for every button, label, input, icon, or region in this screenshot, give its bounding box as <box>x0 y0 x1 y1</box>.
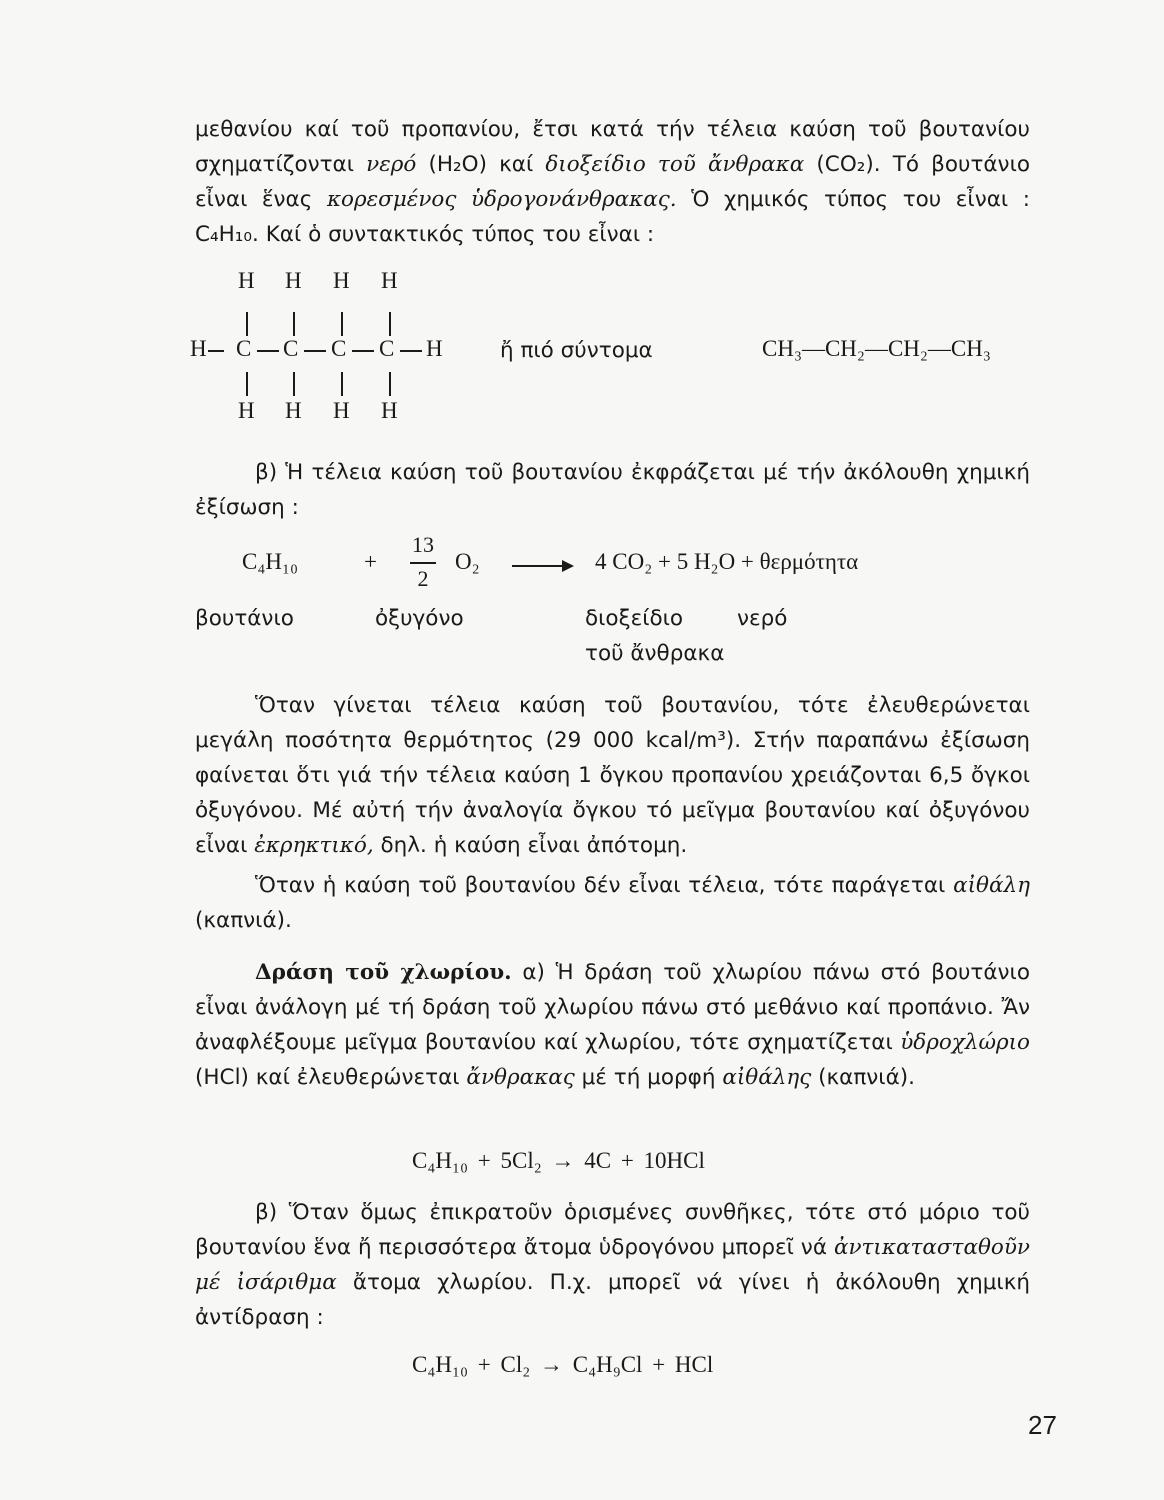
reaction-arrow <box>512 565 572 567</box>
page-number: 27 <box>1028 1410 1057 1440</box>
label-co2: διοξείδιο <box>585 606 684 631</box>
italic-term: ὑδροχλώριο <box>900 1030 1030 1055</box>
bond <box>389 372 391 396</box>
bond <box>246 312 248 336</box>
fraction-numerator: 13 <box>412 532 434 557</box>
bond <box>257 350 279 352</box>
atom-h: H <box>190 336 207 361</box>
text: μέ τή μορφή <box>581 1065 716 1090</box>
paragraph-substitution <box>195 1195 1030 1335</box>
text: (H₂O) καί <box>428 152 534 177</box>
atom-c: C <box>379 336 395 361</box>
text: δηλ. ἡ καύση εἶναι ἀπότομη. <box>380 833 688 858</box>
bond <box>389 312 391 336</box>
paragraph-heat <box>195 688 1030 863</box>
bond <box>341 372 343 396</box>
italic-term: διοξείδιο τοῦ ἄνθρακα <box>545 152 805 177</box>
atom-h: H <box>238 268 255 293</box>
bond <box>352 350 374 352</box>
chlorine-equation: C₄H₁₀ + 5Cl₂ → 4C + 10HCl <box>412 1148 705 1173</box>
paragraph-chlorine <box>195 955 1030 1095</box>
text: Ὅταν γίνεται τέλεια καύση τοῦ βουτανίου, τότε ἐλευθερώνεται μεγάλη ποσότητα θερμότητος (29 000 kcal/m³). Στήν παραπάνω ἐξίσωση φαίνεται ὅτι γιά τήν τέλεια καύση 1 ὄγκου προπανίου χρειάζονται 6,5 ὄγκοι ὀξυγόνου. Μέ αὐτή τήν ἀναλογία ὄγκου τό μεῖγμα βουτανίου καί ὀξυγόνου εἶναι <box>195 693 1030 858</box>
atom-c: C <box>331 336 347 361</box>
formula-oxygen: O₂ <box>455 549 480 574</box>
italic-term: νερό <box>366 152 417 177</box>
atom-h: H <box>381 398 398 423</box>
section-heading: Δράση τοῦ χλωρίου. <box>255 960 512 985</box>
italic-term: αἰθάλη <box>953 873 1030 898</box>
condensed-formula: CH₃—CH₂—CH₂—CH₃ <box>762 336 991 361</box>
text: β) Ἡ τέλεια καύση τοῦ βουτανίου ἐκφράζεται μέ τήν ἀκόλουθη χημική ἐξίσωση : <box>195 460 1030 520</box>
substitution-equation: C₄H₁₀ + Cl₂ → C₄H₉Cl + HCl <box>412 1352 714 1377</box>
atom-c: C <box>236 336 252 361</box>
italic-term: κορεσμένος ὑδρογονάνθρακας. <box>326 187 677 212</box>
bond <box>341 312 343 336</box>
bond <box>400 350 422 352</box>
fraction-bar <box>410 562 436 564</box>
atom-h: H <box>333 268 350 293</box>
bond <box>293 312 295 336</box>
italic-term: ἄνθρακας <box>466 1065 575 1090</box>
atom-h: H <box>381 268 398 293</box>
atom-h: H <box>333 398 350 423</box>
text: (HCl) καί ἐλευθερώνεται <box>195 1065 460 1090</box>
bond <box>246 372 248 396</box>
text: (CO₂). Τό βουτάνιο εἶναι ἕνας <box>195 152 1030 212</box>
bond <box>208 350 224 352</box>
italic-term: ἐκρηκτικό, <box>254 833 374 858</box>
text: β) Ὅταν ὅμως ἐπικρατοῦν ὁρισμένες συνθῆκες, τότε στό μόριο τοῦ βουτανίου ἕνα ἤ περισσότερα ἄτομα ὑδρογόνου μπορεῖ νά <box>195 1200 1030 1260</box>
label-oxygen: ὀξυγόνο <box>375 606 464 631</box>
label-water: νερό <box>737 606 788 631</box>
atom-h: H <box>238 398 255 423</box>
text: Ὁ χημικός τύπος του εἶναι : C₄H₁₀. Καί ὁ συντακτικός τύπος του εἶναι : <box>195 187 1030 247</box>
italic-term: ἀντικατασταθοῦν μέ ἰσάριθμα <box>195 1235 1030 1295</box>
products: 4 CO₂ + 5 H₂O + θερμότητα <box>595 549 859 574</box>
text: μεθανίου καί τοῦ προπανίου, ἔτσι κατά τήν τέλεια καύση τοῦ βουτανίου σχηματίζονται <box>195 117 1030 177</box>
text: (καπνιά). <box>195 908 292 933</box>
paragraph-intro <box>195 112 1030 252</box>
atom-h: H <box>285 268 302 293</box>
text: (καπνιά). <box>818 1065 915 1090</box>
paragraph-soot <box>195 868 1030 938</box>
atom-h: H <box>426 336 443 361</box>
fraction-denominator: 2 <box>417 566 429 591</box>
text: α) Ἡ δράση τοῦ χλωρίου πάνω στό βουτάνιο εἶναι ἀνάλογη μέ τή δράση τοῦ χλωρίου πάνω στό μεθάνιο καί προπάνιο. Ἄν ἀναφλέξουμε μεῖγμα βουτανίου καί χλωρίου, τότε σχηματίζεται <box>195 960 1030 1055</box>
atom-c: C <box>283 336 299 361</box>
bond <box>304 350 326 352</box>
italic-term: αἰθάλης <box>722 1065 812 1090</box>
or-text: ἤ πιό σύντομα <box>500 338 653 363</box>
atom-h: H <box>285 398 302 423</box>
label-co2-line2: τοῦ ἄνθρακα <box>585 641 725 666</box>
text: ἄτομα χλωρίου. Π.χ. μπορεῖ νά γίνει ἡ ἀκόλουθη χημική ἀντίδραση : <box>195 1270 1030 1330</box>
text: Ὅταν ἡ καύση τοῦ βουτανίου δέν εἶναι τέλεια, τότε παράγεται <box>255 873 946 898</box>
formula-butane: C₄H₁₀ <box>242 549 299 574</box>
label-butane: βουτάνιο <box>195 606 294 631</box>
plus-sign: + <box>364 549 377 574</box>
paragraph-combustion <box>195 455 1030 525</box>
bond <box>293 372 295 396</box>
